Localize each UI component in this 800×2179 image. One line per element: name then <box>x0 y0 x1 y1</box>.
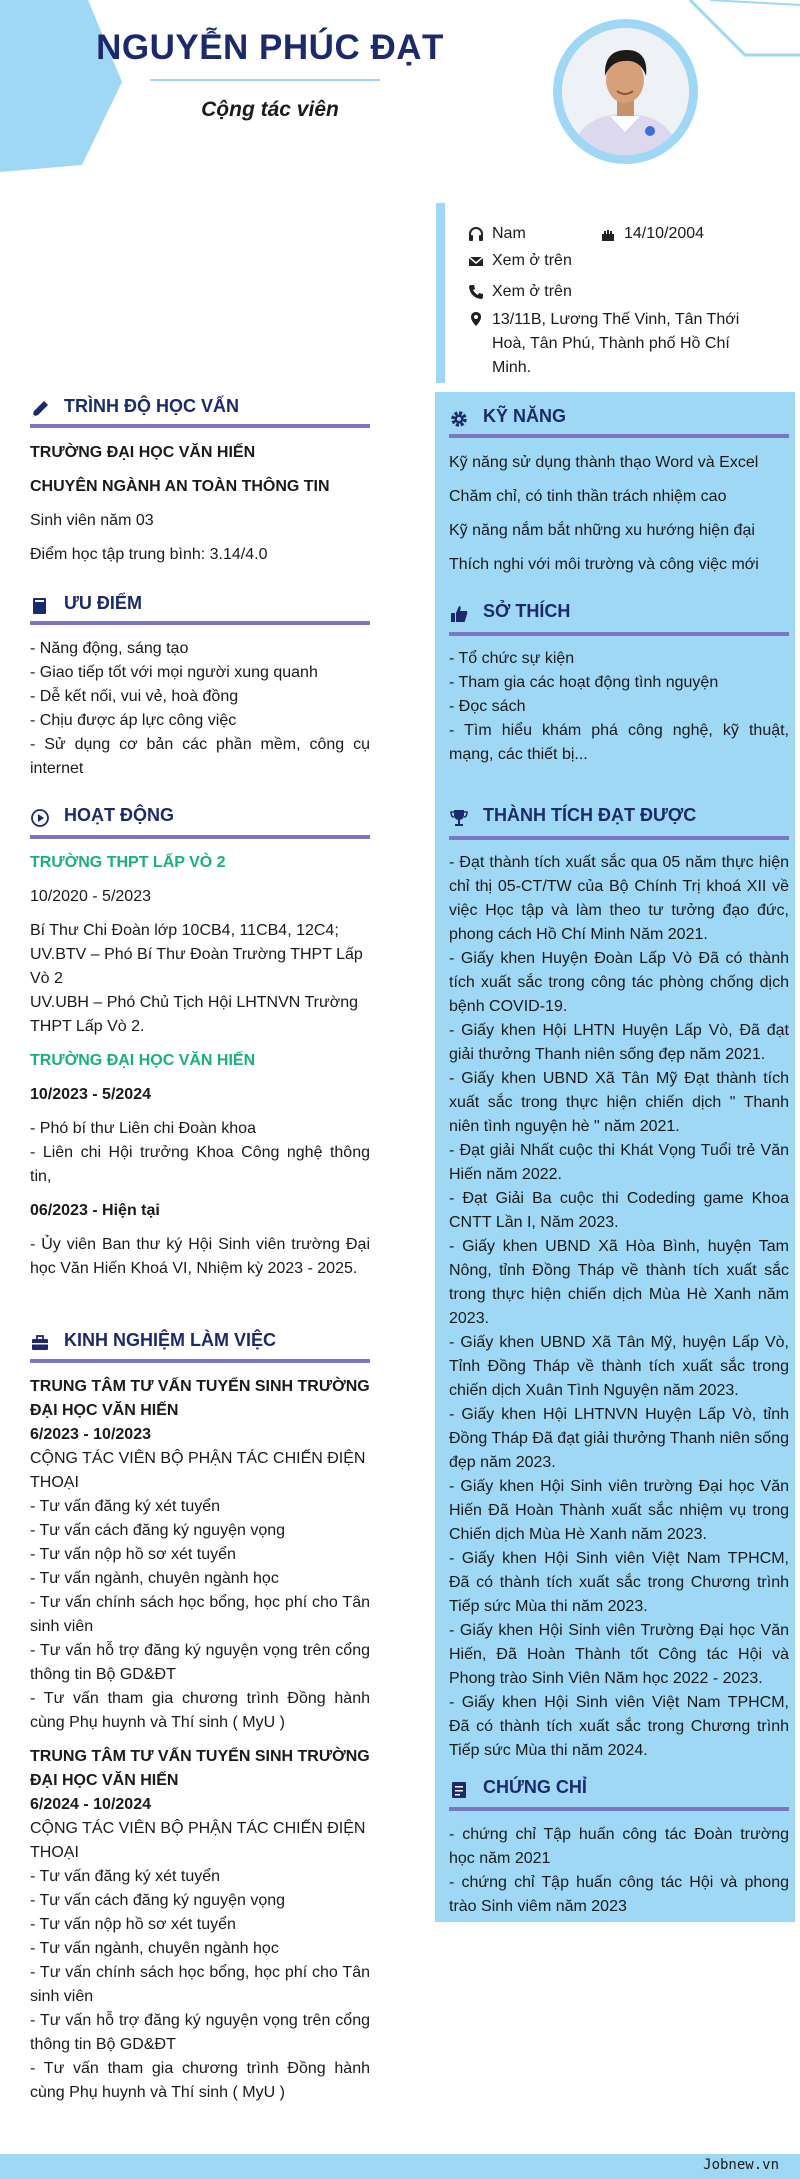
headset-icon <box>468 226 484 242</box>
strength-item: - Sử dụng cơ bản các phần mềm, công cụ internet <box>30 736 370 777</box>
hobbies-heading <box>449 599 789 629</box>
experience-divider <box>30 1359 370 1363</box>
job-task: - Tư vấn cách đăng ký nguyện vọng <box>30 1892 286 1909</box>
job-task: - Tư vấn đăng ký xét tuyển <box>30 1498 221 1515</box>
experience-title: KINH NGHIỆM LÀM VIỆC <box>64 1330 277 1350</box>
job-task: - Tư vấn nộp hồ sơ xét tuyển <box>30 1916 236 1933</box>
skill-item: Thích nghi với môi trường và công việc mới <box>449 556 759 573</box>
job-task: - Tư vấn hỗ trợ đăng ký nguyện vọng trên cổng thông tin Bộ GD&ĐT <box>30 2012 370 2053</box>
job-task: - Tư vấn ngành, chuyên ngành học <box>30 1570 279 1587</box>
location-pin-icon <box>468 311 484 327</box>
job-period: 6/2023 - 10/2023 <box>30 1426 151 1443</box>
cake-icon <box>600 226 616 242</box>
pencil-icon <box>30 399 50 419</box>
contact-birthday <box>600 223 740 245</box>
activities-title: HOẠT ĐỘNG <box>64 805 174 825</box>
activity-org-1-desc <box>30 919 370 1039</box>
achievement-item: - Giấy khen UBND Xã Tân Mỹ, huyện Lấp Vò, Tỉnh Đồng Tháp về thành tích xuất sắc trong chiến dịch Xuân Tình Nguyện năm 2023. <box>449 1334 789 1399</box>
job-period: 6/2024 - 10/2024 <box>30 1796 151 1813</box>
achievement-item: - Đạt giải Nhất cuộc thi Khát Vọng Tuổi trẻ Văn Hiến năm 2022. <box>449 1142 789 1183</box>
achievements-divider <box>449 836 789 840</box>
avatar <box>562 28 689 155</box>
book-icon <box>30 596 50 616</box>
contact-gender <box>468 223 598 245</box>
hobbies-divider <box>449 632 789 636</box>
contact-email[interactable] <box>468 250 668 272</box>
hobbies-list <box>449 647 789 767</box>
achievement-item: - Giấy khen UBND Xã Hòa Bình, huyện Tam Nông, tỉnh Đồng Tháp về thành tích xuất sắc trong thực hiện chiến dịch Mùa Hè Xanh năm 2023. <box>449 1238 789 1327</box>
job-tasks <box>30 1865 370 2105</box>
thumbs-up-icon <box>449 604 469 624</box>
achievement-item: - Giấy khen Hội Sinh viên trường Đại học Văn Hiến Đã Hoàn Thành xuất sắc nhiệm vụ trong Chiến dịch Mùa Hè Xanh năm 2023. <box>449 1478 789 1543</box>
certificate-icon <box>449 1780 469 1800</box>
skills-title: KỸ NĂNG <box>483 406 567 426</box>
activity-line: UV.BTV – Phó Bí Thư Đoàn Trường THPT Lấp Vò 2 <box>30 946 363 987</box>
education-title: TRÌNH ĐỘ HỌC VẤN <box>64 396 239 416</box>
education-school: TRƯỜNG ĐẠI HỌC VĂN HIẾN <box>30 444 256 461</box>
job-task: - Tư vấn ngành, chuyên ngành học <box>30 1940 279 1957</box>
footer-brand: Jobnew.vn <box>703 2157 779 2173</box>
achievement-item: - Giấy khen Hội LHTNVN Huyện Lấp Vò, tỉnh Đồng Tháp Đã đạt giải thưởng Thanh niên sống đẹp năm 2023. <box>449 1406 789 1471</box>
contact-phone[interactable] <box>468 281 668 303</box>
education-year: Sinh viên năm 03 <box>30 512 154 529</box>
certificate-item: - chứng chỉ Tập huấn công tác Đoàn trường học năm 2021 <box>449 1826 789 1867</box>
education-heading <box>30 394 370 424</box>
job-task: - Tư vấn nộp hồ sơ xét tuyển <box>30 1546 236 1563</box>
job-tasks <box>30 1495 370 1735</box>
strengths-heading <box>30 591 370 621</box>
job-company: TRUNG TÂM TƯ VẤN TUYỂN SINH TRƯỜNG ĐẠI HỌC VĂN HIẾN <box>30 1748 370 1789</box>
education-gpa: Điểm học tập trung bình: 3.14/4.0 <box>30 546 268 563</box>
activities-divider <box>30 835 370 839</box>
education-divider <box>30 424 370 428</box>
job-position: CỘNG TÁC VIÊN BỘ PHẬN TÁC CHIẾN ĐIỆN THOẠI <box>30 1820 366 1861</box>
achievements-list <box>449 851 789 1763</box>
contact-address <box>468 308 768 380</box>
play-circle-icon <box>30 808 50 828</box>
achievement-item: - Giấy khen Huyện Đoàn Lấp Vò Đã có thành tích xuất sắc trong công tác phòng chống dịch bệnh COVID-19. <box>449 950 789 1015</box>
achievement-item: - Đạt thành tích xuất sắc qua 05 năm thực hiện chỉ thị 05-CT/TW của Bộ Chính Trị khoá XII về việc Học tập và làm theo tư tưởng đạo đức, phong cách Hồ Chí Minh Năm 2021. <box>449 854 789 943</box>
envelope-icon <box>468 253 484 269</box>
candidate-name: NGUYỄN PHÚC ĐẠT <box>96 28 444 67</box>
gear-icon <box>449 409 469 429</box>
achievement-item: - Giấy khen Hội LHTN Huyện Lấp Vò, Đã đạt giải thưởng Thanh niên sống đẹp năm 2021. <box>449 1022 789 1063</box>
certificates-title: CHỨNG CHỈ <box>483 1777 587 1797</box>
email-value: Xem ở trên <box>492 252 572 269</box>
strength-item: - Năng động, sáng tạo <box>30 640 189 657</box>
footer-bar <box>0 2154 800 2179</box>
job-task: - Tư vấn tham gia chương trình Đồng hành cùng Phụ huynh và Thí sinh ( MyU ) <box>30 1690 370 1731</box>
hobby-item: - Tìm hiểu khám phá công nghệ, kỹ thuật, mạng, các thiết bị... <box>449 722 789 763</box>
activity-line: - Phó bí thư Liên chi Đoàn khoa <box>30 1120 256 1137</box>
trophy-icon <box>449 808 469 828</box>
activity-line: UV.UBH – Phó Chủ Tịch Hội LHTNVN Trường THPT Lấp Vò 2. <box>30 994 358 1035</box>
gender-value: Nam <box>492 225 526 242</box>
job-position: CỘNG TÁC VIÊN BỘ PHẬN TÁC CHIẾN ĐIỆN THOẠI <box>30 1450 366 1491</box>
certificate-item: - chứng chỉ Tập huấn công tác Hội và phong trào Sinh viêm năm 2023 <box>449 1874 789 1915</box>
job-task: - Tư vấn tham gia chương trình Đồng hành cùng Phụ huynh và Thí sinh ( MyU ) <box>30 2060 370 2101</box>
job-task: - Tư vấn đăng ký xét tuyển <box>30 1868 221 1885</box>
activity-org-1-period: 10/2020 - 5/2023 <box>30 888 151 905</box>
strength-item: - Dễ kết nối, vui vẻ, hoà đồng <box>30 688 239 705</box>
contact-accent-bar <box>436 203 445 383</box>
briefcase-icon <box>30 1333 50 1353</box>
strength-item: - Chịu được áp lực công việc <box>30 712 237 729</box>
phone-value: Xem ở trên <box>492 283 572 300</box>
achievement-item: - Giấy khen Hội Sinh viên Việt Nam TPHCM, Đã có thành tích xuất sắc trong Chương trình Tiếp sức Mùa thi năm 2024. <box>449 1694 789 1759</box>
activity-line: Bí Thư Chi Đoàn lớp 10CB4, 11CB4, 12C4; <box>30 922 339 939</box>
activity-org-2-desc-1 <box>30 1117 370 1189</box>
skills-divider <box>449 434 789 438</box>
name-underline <box>150 79 380 81</box>
job-task: - Tư vấn cách đăng ký nguyện vọng <box>30 1522 286 1539</box>
strengths-title: ƯU ĐIỂM <box>64 593 142 613</box>
achievements-heading <box>449 803 789 833</box>
address-value: 13/11B, Lương Thế Vinh, Tân Thới Hoà, Tân Phú, Thành phố Hồ Chí Minh. <box>492 311 740 376</box>
strength-item: - Giao tiếp tốt với mọi người xung quanh <box>30 664 318 681</box>
strengths-divider <box>30 621 370 625</box>
phone-icon <box>468 284 484 300</box>
hobbies-title: SỞ THÍCH <box>483 601 571 621</box>
achievement-item: - Giấy khen Hội Sinh viên Trường Đại học Văn Hiến, Đã Hoàn Thành tốt Công tác Hội và Phong trào Sinh Viên Năm học 2022 - 2023. <box>449 1622 789 1687</box>
education-major: CHUYÊN NGÀNH AN TOÀN THÔNG TIN <box>30 478 330 495</box>
achievement-item: - Giấy khen UBND Xã Tân Mỹ Đạt thành tích xuất sắc trong thực hiện chiến dịch " Thanh niên tình nguyện hè " năm 2021. <box>449 1070 789 1135</box>
activity-org-1-name: TRƯỜNG THPT LẤP VÒ 2 <box>30 854 226 871</box>
hobby-item: - Tổ chức sự kiện <box>449 650 575 667</box>
certificates-divider <box>449 1807 789 1811</box>
skills-heading <box>449 404 789 434</box>
strengths-list <box>30 637 370 781</box>
activities-heading <box>30 803 370 833</box>
job-task: - Tư vấn hỗ trợ đăng ký nguyện vọng trên cổng thông tin Bộ GD&ĐT <box>30 1642 370 1683</box>
activity-org-2-name: TRƯỜNG ĐẠI HỌC VĂN HIẾN <box>30 1052 256 1069</box>
job-company: TRUNG TÂM TƯ VẤN TUYỂN SINH TRƯỜNG ĐẠI HỌC VĂN HIẾN <box>30 1378 370 1419</box>
skill-item: Chăm chỉ, có tinh thần trách nhiệm cao <box>449 488 727 505</box>
activity-org-2-desc-2 <box>30 1233 370 1281</box>
birthday-value: 14/10/2004 <box>624 225 705 242</box>
certificates-heading <box>449 1775 789 1805</box>
activity-org-2-period-2: 06/2023 - Hiện tại <box>30 1202 160 1219</box>
job-title: Cộng tác viên <box>201 98 339 121</box>
job-task: - Tư vấn chính sách học bổng, học phí cho Tân sinh viên <box>30 1964 370 2005</box>
hobby-item: - Tham gia các hoạt động tình nguyện <box>449 674 719 691</box>
achievements-title: THÀNH TÍCH ĐẠT ĐƯỢC <box>483 805 697 825</box>
achievement-item: - Giấy khen Hội Sinh viên Việt Nam TPHCM, Đã có thành tích xuất sắc trong Chương trình Tiếp sức Mùa thi năm 2023. <box>449 1550 789 1615</box>
hobby-item: - Đọc sách <box>449 698 526 715</box>
activity-line: - Liên chi Hội trưởng Khoa Công nghệ thông tin, <box>30 1144 370 1185</box>
skill-item: Kỹ năng nắm bắt những xu hướng hiện đại <box>449 522 755 539</box>
activity-line: - Ủy viên Ban thư ký Hội Sinh viên trường Đại học Văn Hiến Khoá VI, Nhiệm kỳ 2023 - 2025. <box>30 1236 370 1277</box>
activity-org-2-period-1: 10/2023 - 5/2024 <box>30 1086 151 1103</box>
certificates-list <box>449 1823 789 1919</box>
experience-heading <box>30 1328 370 1358</box>
achievement-item: - Đạt Giải Ba cuộc thi Codeding game Khoa CNTT Lần I, Năm 2023. <box>449 1190 789 1231</box>
job-task: - Tư vấn chính sách học bổng, học phí cho Tân sinh viên <box>30 1594 370 1635</box>
skill-item: Kỹ năng sử dụng thành thạo Word và Excel <box>449 454 759 471</box>
